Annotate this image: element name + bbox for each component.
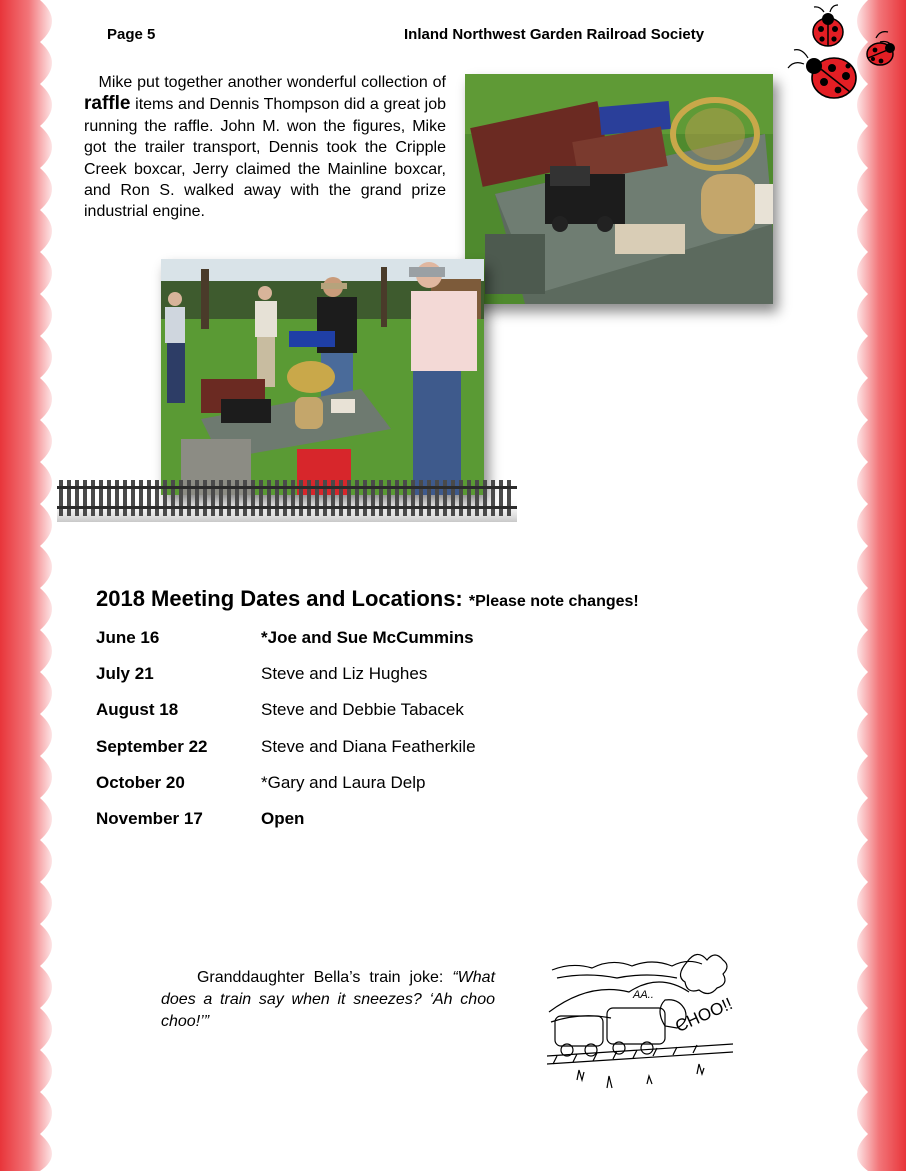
- joke-intro: Granddaughter Bella’s train joke:: [196, 969, 444, 986]
- meetings-note: *Please note changes!: [468, 593, 639, 610]
- meeting-host: *Gary and Laura Delp: [261, 773, 426, 792]
- meeting-date: October 20: [96, 773, 185, 792]
- railroad-track-icon: [57, 476, 517, 522]
- meetings-title: 2018 Meeting Dates and Locations:: [96, 586, 463, 611]
- ladybug-icon: [784, 4, 902, 104]
- meeting-host: *Joe and Sue McCummins: [261, 628, 474, 647]
- joke-question: “What does a train say when it sneezes? ‘Ah choo choo!’”: [161, 969, 496, 1030]
- meeting-date: September 22: [96, 737, 208, 756]
- raffle-paragraph: [84, 72, 446, 223]
- members-photo: [161, 259, 484, 495]
- sneezing-train-cartoon: [547, 952, 733, 1094]
- meeting-date: July 21: [96, 664, 154, 683]
- meeting-host: Steve and Debbie Tabacek: [261, 700, 464, 719]
- left-decorative-border: [0, 0, 70, 1171]
- raffle-highlight: raffle: [84, 93, 131, 115]
- meetings-heading: [96, 586, 639, 612]
- cartoon-text-choo: CHOO!!: [672, 994, 733, 1037]
- meeting-host: Open: [261, 809, 305, 828]
- meeting-host: Steve and Liz Hughes: [261, 664, 428, 683]
- page-number: Page 5: [107, 26, 156, 43]
- raffle-text-part1: Mike put together another wonderful collection of: [98, 74, 446, 91]
- meeting-date: June 16: [96, 628, 160, 647]
- meeting-date: November 17: [96, 809, 203, 828]
- raffle-items-photo: [465, 74, 773, 304]
- cartoon-text-aa: AA..: [633, 989, 654, 1001]
- society-title: Inland Northwest Garden Railroad Society: [404, 26, 705, 43]
- right-decorative-border: [836, 0, 906, 1171]
- meeting-date: August 18: [96, 700, 179, 719]
- raffle-text-part2: items and Dennis Thompson did a great job running the raffle. John M. won the figures, Mike got the trailer transport, Dennis took the Cripple Creek boxcar, Jerry claimed the Mainline boxcar, and Ron S. walked away with the grand prize industrial engine.: [84, 96, 446, 221]
- meeting-host: Steve and Diana Featherkile: [261, 737, 476, 756]
- train-joke: [161, 967, 495, 1033]
